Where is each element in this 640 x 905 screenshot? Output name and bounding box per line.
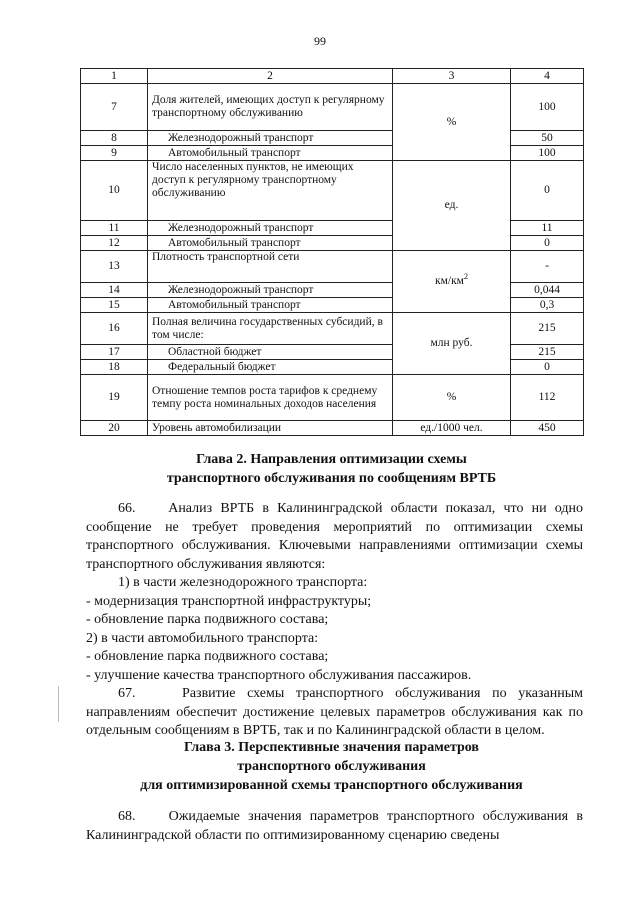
row-number: 9 xyxy=(81,146,148,161)
header-cell: 3 xyxy=(393,69,511,84)
row-name: Уровень автомобилизации xyxy=(148,421,393,436)
chapter-3-body xyxy=(86,808,583,845)
table-row xyxy=(81,84,584,131)
indicators-table xyxy=(80,68,584,436)
row-number: 8 xyxy=(81,131,148,146)
unit-density-sup: 2 xyxy=(463,272,468,282)
row-value: 0,044 xyxy=(511,283,584,298)
row-value: 215 xyxy=(511,313,584,345)
row-value: 0,3 xyxy=(511,298,584,313)
row-unit: млн руб. xyxy=(393,313,511,375)
row-name: Областной бюджет xyxy=(148,345,393,360)
row-unit xyxy=(393,251,511,313)
row-value: 0 xyxy=(511,161,584,221)
table-row xyxy=(81,421,584,436)
row-value: 100 xyxy=(511,84,584,131)
chapter-3-title xyxy=(80,738,583,795)
row-name: Автомобильный транспорт xyxy=(148,298,393,313)
row-name: Федеральный бюджет xyxy=(148,360,393,375)
row-name: Автомобильный транспорт xyxy=(148,146,393,161)
chapter-3-title-line: Глава 3. Перспективные значения параметров xyxy=(183,740,479,755)
unit-density: км/км xyxy=(435,275,464,287)
row-number: 11 xyxy=(81,221,148,236)
row-number: 10 xyxy=(81,161,148,221)
row-unit: ед. xyxy=(393,161,511,251)
list-item: 2) в части автомобильного транспорта: xyxy=(86,630,319,646)
row-number: 16 xyxy=(81,313,148,345)
scan-margin-mark xyxy=(58,686,59,722)
row-number: 12 xyxy=(81,236,148,251)
header-cell: 4 xyxy=(511,69,584,84)
row-name: Автомобильный транспорт xyxy=(148,236,393,251)
chapter-2-title xyxy=(80,450,583,488)
row-name: Полная величина государственных субсидий, в том числе: xyxy=(148,313,393,345)
row-value: 50 xyxy=(511,131,584,146)
row-value: 215 xyxy=(511,345,584,360)
paragraph-66: 66. Анализ ВРТБ в Калининградской области показал, что ни одно сообщение не требует проведения мероприятий по оптимизации схемы транспортного обслуживания. Ключевыми направлениями оптимизации схемы транспортного обслуживания являются: xyxy=(86,501,583,572)
row-value: 0 xyxy=(511,360,584,375)
table-row xyxy=(81,251,584,283)
row-number: 7 xyxy=(81,84,148,131)
list-item: - модернизация транспортной инфраструктуры; xyxy=(86,593,372,609)
table-row xyxy=(81,375,584,421)
table-row xyxy=(81,313,584,345)
row-value: 100 xyxy=(511,146,584,161)
chapter-2-title-line: Глава 2. Направления оптимизации схемы xyxy=(196,452,467,467)
row-number: 14 xyxy=(81,283,148,298)
row-number: 15 xyxy=(81,298,148,313)
row-name: Железнодорожный транспорт xyxy=(148,131,393,146)
page-number: 99 xyxy=(314,34,326,48)
header-cell: 2 xyxy=(148,69,393,84)
row-name: Число населенных пунктов, не имеющих доступ к регулярному транспортному обслуживанию xyxy=(148,161,393,221)
row-value: 112 xyxy=(511,375,584,421)
row-name: Отношение темпов роста тарифов к среднему темпу роста номинальных доходов населения xyxy=(148,375,393,421)
row-number: 20 xyxy=(81,421,148,436)
row-value: 0 xyxy=(511,236,584,251)
row-number: 18 xyxy=(81,360,148,375)
list-item: 1) в части железнодорожного транспорта: xyxy=(118,575,368,590)
list-item: - улучшение качества транспортного обслуживания пассажиров. xyxy=(86,667,472,683)
row-unit: % xyxy=(393,375,511,421)
table-row xyxy=(81,161,584,221)
row-name: Железнодорожный транспорт xyxy=(148,221,393,236)
paragraph-67: 67. Развитие схемы транспортного обслуживания по указанным направлениям обеспечит достижение целевых параметров обслуживания как по отдельным сообщениям в ВРТБ, так и по Калининградской области в целом. xyxy=(86,686,583,738)
row-value: - xyxy=(511,251,584,283)
row-number: 17 xyxy=(81,345,148,360)
chapter-3-title-line: транспортного обслуживания xyxy=(237,759,426,774)
row-number: 19 xyxy=(81,375,148,421)
row-name: Доля жителей, имеющих доступ к регулярному транспортному обслуживанию xyxy=(148,84,393,131)
table-header-row xyxy=(81,69,584,84)
list-item: - обновление парка подвижного состава; xyxy=(86,612,329,627)
chapter-2-title-line: транспортного обслуживания по сообщениям ВРТБ xyxy=(166,471,497,486)
paragraph-68: 68. Ожидаемые значения параметров транспортного обслуживания в Калининградской области по оптимизированному сценарию сведены xyxy=(86,809,583,843)
chapter-3-title-line: для оптимизированной схемы транспортного обслуживания xyxy=(140,778,523,793)
row-value: 11 xyxy=(511,221,584,236)
chapter-2-body xyxy=(86,500,583,741)
row-name: Железнодорожный транспорт xyxy=(148,283,393,298)
row-value: 450 xyxy=(511,421,584,436)
row-name: Плотность транспортной сети xyxy=(148,251,393,283)
row-unit: ед./1000 чел. xyxy=(393,421,511,436)
header-cell: 1 xyxy=(81,69,148,84)
row-unit: % xyxy=(393,84,511,161)
row-number: 13 xyxy=(81,251,148,283)
list-item: - обновление парка подвижного состава; xyxy=(86,649,329,664)
